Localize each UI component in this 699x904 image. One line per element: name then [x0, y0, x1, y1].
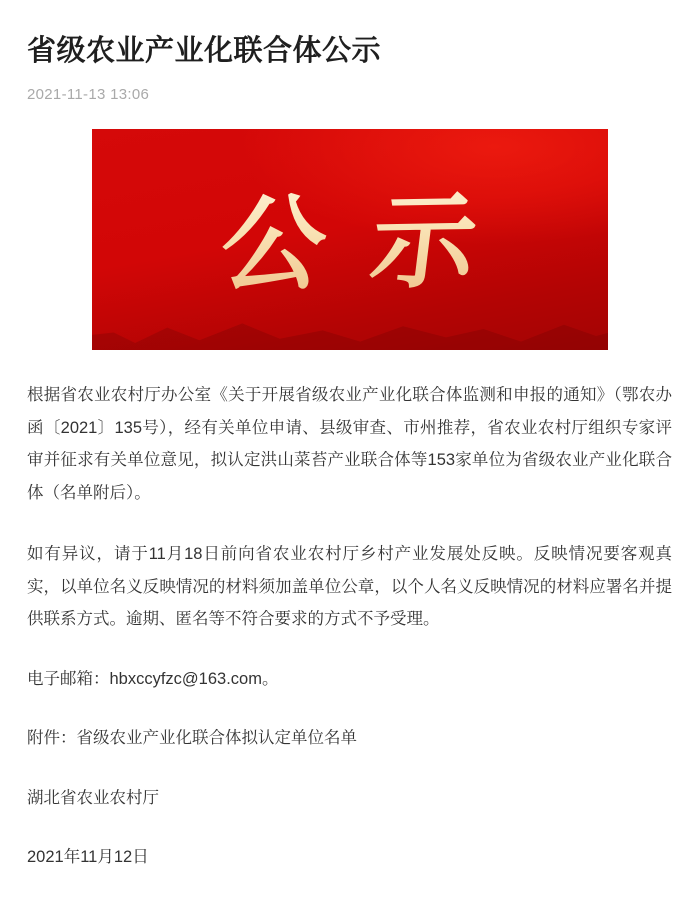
page-title: 省级农业产业化联合体公示 [27, 35, 382, 67]
notice-banner-image [92, 129, 608, 350]
article-body [27, 379, 672, 874]
paragraph-intro: 根据省农业农村厅办公室《关于开展省级农业产业化联合体监测和申报的通知》（鄂农办函〔2021〕135号），经有关单位申请、县级审查、市州推荐，省农业农村厅组织专家评审并征求有关单位意见，拟认定洪山菜苔产业联合体等153家单位为省级农业产业化联合体（名单附后）。 [27, 386, 672, 502]
email-line: 电子邮箱：hbxccyfzc@163.com。 [27, 669, 279, 688]
issuer-name: 湖北省农业农村厅 [27, 788, 159, 807]
attachment-line: 附件：省级农业产业化联合体拟认定单位名单 [27, 729, 357, 747]
banner-text: 公示 [167, 155, 532, 311]
publish-date: 2021-11-13 13:06 [27, 86, 150, 103]
issue-date: 2021年11月12日 [27, 848, 149, 866]
paragraph-objection: 如有异议，请于11月18日前向省农业农村厅乡村产业发展处反映。反映情况要客观真实，以单位名义反映情况的材料须加盖单位公章，以个人名义反映情况的材料应署名并提供联系方式。逾期、匿名等不符合要求的方式不予受理。 [27, 545, 672, 628]
